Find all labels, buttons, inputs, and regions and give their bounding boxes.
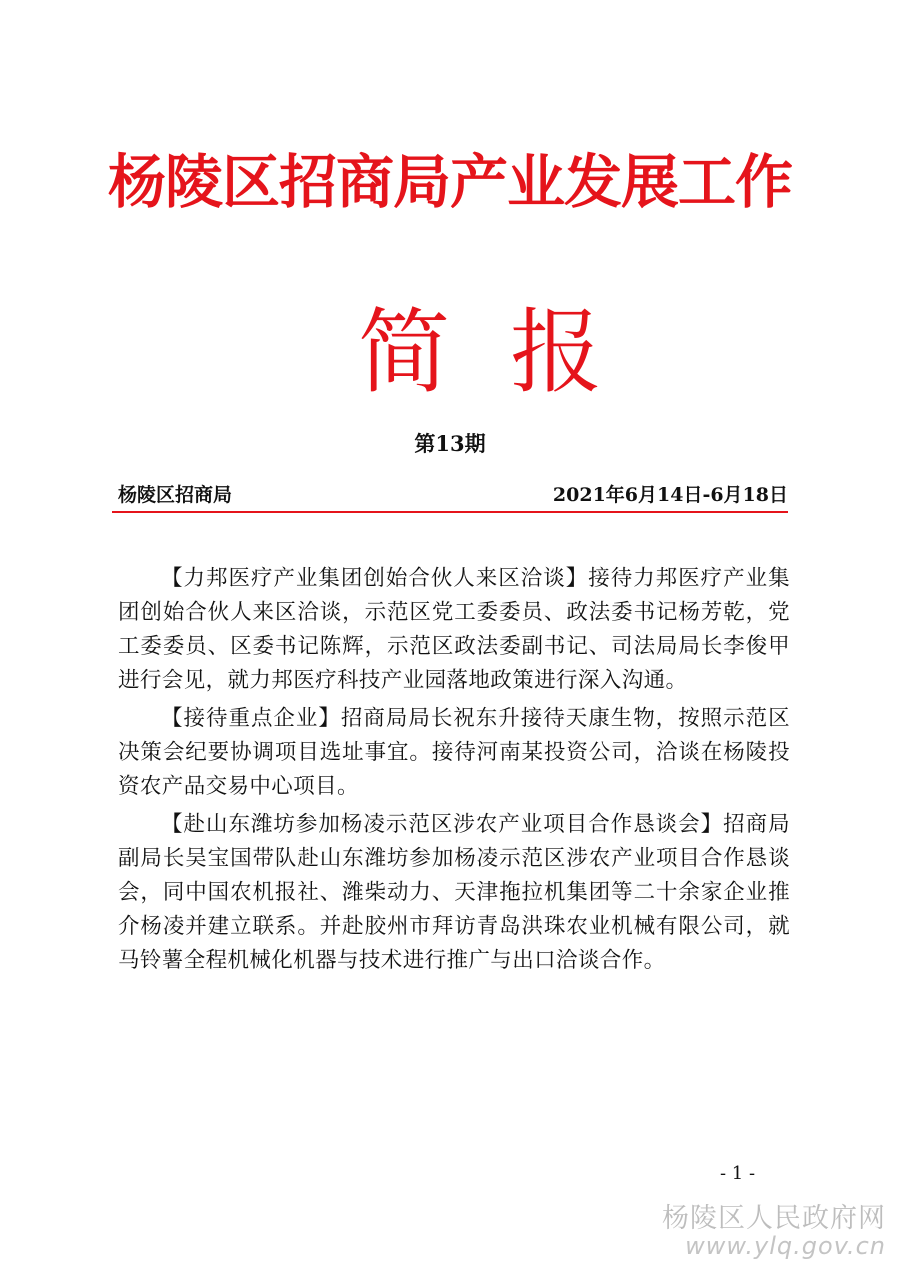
issue-number: 第13期 — [414, 431, 486, 456]
date-range: 2021年6月14日-6月18日 — [552, 484, 788, 506]
document-title: 杨陵区招商局产业发展工作 — [107, 148, 792, 216]
page-number: - 1 - — [720, 1163, 756, 1184]
document-body — [118, 562, 790, 982]
paragraph-1: 【力邦医疗产业集团创始合伙人来区洽谈】接待力邦医疗产业集团创始合伙人来区洽谈，示范区党工委委员、政法委书记杨芳乾，党工委委员、区委书记陈辉，示范区政法委副书记、司法局局长李俊甲进行会见，就力邦医疗科技产业园落地政策进行深入沟通。 — [118, 566, 790, 693]
watermark-url: www.ylq.gov.cn — [685, 1232, 886, 1260]
header-divider — [112, 511, 788, 513]
paragraph-2: 【接待重点企业】招商局局长祝东升接待天康生物，按照示范区决策会纪要协调项目选址事宜。接待河南某投资公司，洽谈在杨陵投资农产品交易中心项目。 — [118, 706, 790, 799]
issuing-organization: 杨陵区招商局 — [118, 484, 233, 506]
document-subtitle: 简报 — [357, 299, 662, 406]
watermark-site-name: 杨陵区人民政府网 — [662, 1203, 886, 1234]
paragraph-3: 【赴山东潍坊参加杨凌示范区涉农产业项目合作恳谈会】招商局副局长吴宝国带队赴山东潍坊参加杨凌示范区涉农产业项目合作恳谈会，同中国农机报社、潍柴动力、天津拖拉机集团等二十余家企业推介杨凌并建立联系。并赴胶州市拜访青岛洪珠农业机械有限公司，就马铃薯全程机械化机器与技术进行推广与出口洽谈合作。 — [118, 812, 790, 973]
